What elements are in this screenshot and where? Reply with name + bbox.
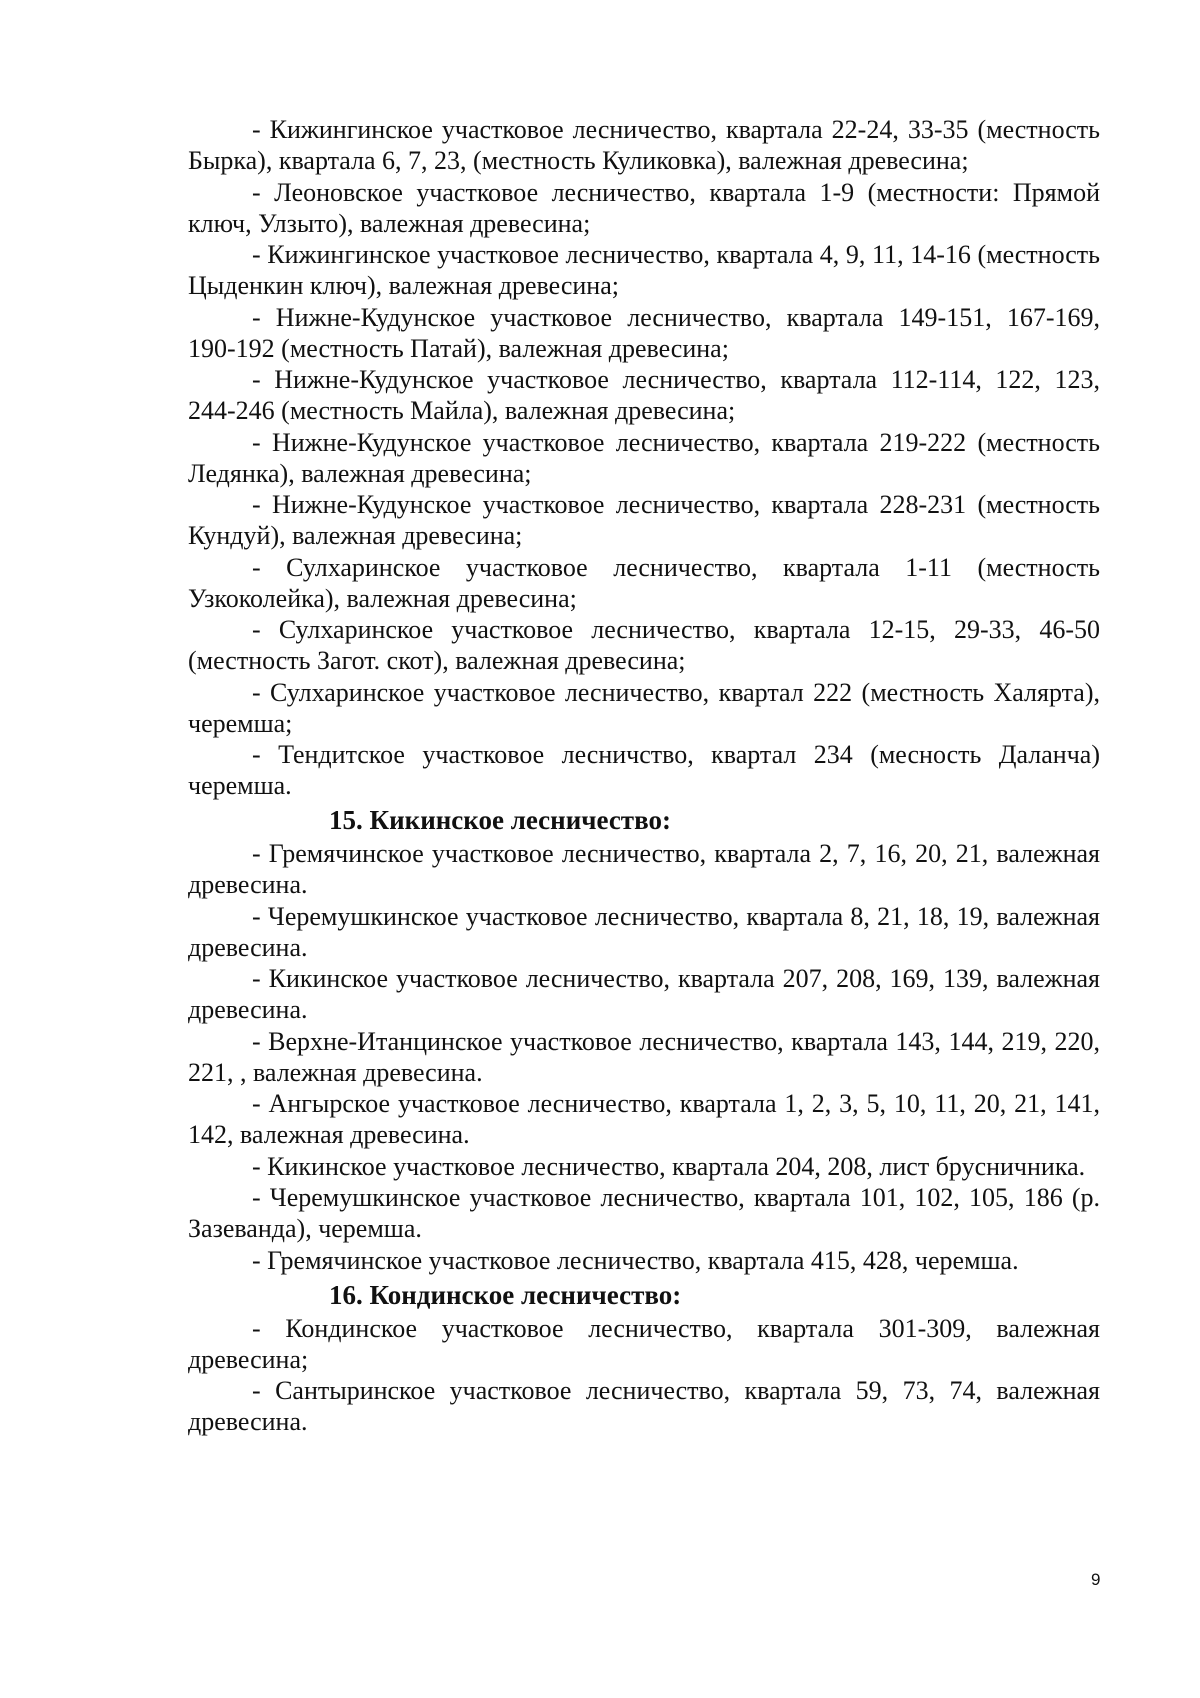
list-item: - Нижне-Кудунское участковое лесничество, квартала 112-114, 122, 123, 244-246 (местность Майла), валежная древесина;: [188, 365, 1100, 425]
list-item: - Черемушкинское участковое лесничество, квартала 8, 21, 18, 19, валежная древесина.: [188, 901, 1100, 962]
page-number: 9: [1091, 1570, 1101, 1589]
list-item: - Кижингинское участковое лесничество, квартала 22-24, 33-35 (местность Бырка), квартала 6, 7, 23, (местность Куликовка), валежная древесина;: [188, 115, 1100, 175]
list-item: - Леоновское участковое лесничество, квартала 1-9 (местности: Прямой ключ, Улзыто), валежная древесина;: [188, 177, 1100, 238]
list-item: - Кижингинское участковое лесничество, квартала 4, 9, 11, 14-16 (местность Цыденкин ключ), валежная древесина;: [188, 240, 1100, 300]
list-item: - Гремячинское участковое лесничество, квартала 415, 428, черемша.: [252, 1245, 1019, 1275]
document-body: [188, 114, 1100, 1438]
list-item: - Кикинское участковое лесничество, квартала 207, 208, 169, 139, валежная древесина.: [188, 964, 1100, 1024]
list-item: - Сулхаринское участковое лесничество, квартал 222 (местность Халярта), черемша;: [188, 677, 1100, 738]
list-item: - Ангырское участковое лесничество, квартала 1, 2, 3, 5, 10, 11, 20, 21, 141, 142, валежная древесина.: [188, 1089, 1100, 1149]
list-item: - Черемушкинское участковое лесничество, квартала 101, 102, 105, 186 (р. Зазеванда), черемша.: [188, 1183, 1100, 1243]
list-item: - Сантыринское участковое лесничество, квартала 59, 73, 74, валежная древесина.: [188, 1376, 1100, 1436]
list-item: - Верхне-Итанцинское участковое лесничество, квартала 143, 144, 219, 220, 221, , валежная древесина.: [188, 1026, 1100, 1087]
section-heading-15: 15. Кикинское лесничество:: [329, 805, 671, 835]
list-item: - Кикинское участковое лесничество, квартала 204, 208, лист брусничника.: [252, 1151, 1086, 1181]
section-heading-16: 16. Кондинское лесничество:: [329, 1279, 682, 1310]
list-item: - Сулхаринское участковое лесничество, квартала 1-11 (местность Узкоколейка), валежная древесина;: [188, 552, 1100, 613]
list-item: - Нижне-Кудунское участковое лесничество, квартала 219-222 (местность Ледянка), валежная древесина;: [188, 427, 1100, 488]
list-item: - Сулхаринское участковое лесничество, квартала 12-15, 29-33, 46-50 (местность Загот. скот), валежная древесина;: [188, 615, 1100, 675]
list-item: - Гремячинское участковое лесничество, квартала 2, 7, 16, 20, 21, валежная древесина.: [188, 839, 1100, 899]
list-item: - Нижне-Кудунское участковое лесничество, квартала 228-231 (местность Кундуй), валежная древесина;: [188, 490, 1100, 550]
list-item: - Тендитское участковое лесничство, квартал 234 (месность Даланча) черемша.: [188, 740, 1100, 800]
list-item: - Нижне-Кудунское участковое лесничество, квартала 149-151, 167-169, 190-192 (местность Патай), валежная древесина;: [188, 302, 1100, 363]
list-item: - Кондинское участковое лесничество, квартала 301-309, валежная древесина;: [188, 1313, 1100, 1374]
